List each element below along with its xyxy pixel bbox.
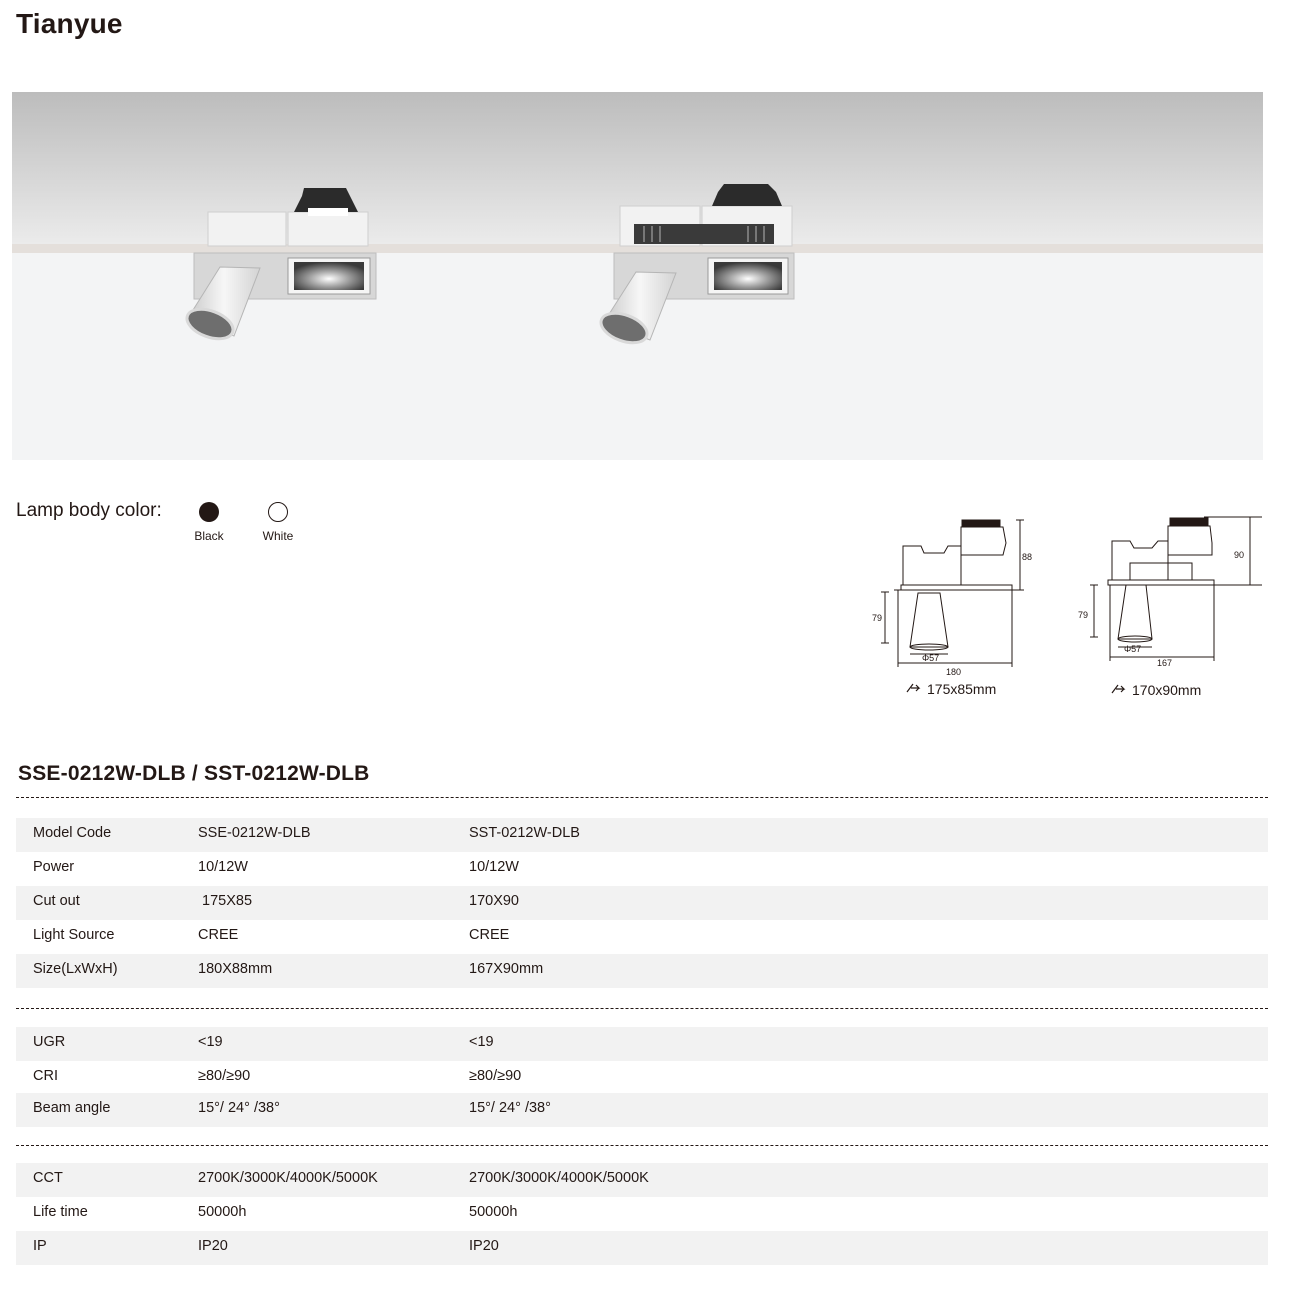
drawing-height-dim: 88 [1022, 552, 1033, 562]
spec-value-sse: 175X85 [198, 893, 253, 909]
spec-label: Power [33, 859, 75, 875]
brand-title: Tianyue [16, 8, 123, 39]
cutout-size-text: 175x85mm [927, 681, 997, 697]
spec-row-model-code [16, 818, 1268, 852]
spec-row-ip [16, 1231, 1268, 1265]
spec-value-sse: IP20 [198, 1238, 228, 1254]
divider [16, 1008, 1268, 1009]
technical-drawing-sse [866, 515, 1036, 685]
spec-value-sst: ≥80/≥90 [469, 1068, 522, 1084]
product-hero-image [12, 92, 1263, 460]
spec-value-sst: IP20 [469, 1238, 499, 1254]
spec-value-sst: <19 [469, 1034, 494, 1050]
drawing-width-dim: 180 [946, 667, 962, 677]
spec-label: Cut out [33, 893, 80, 909]
spec-row-cri [16, 1061, 1268, 1095]
spec-row-ugr [16, 1027, 1268, 1061]
drawing-width-dim: 167 [1157, 658, 1173, 668]
spec-value-sst: 10/12W [469, 859, 519, 875]
spec-label: CCT [33, 1170, 63, 1186]
spec-label: Light Source [33, 927, 115, 943]
divider [16, 1145, 1268, 1146]
spec-value-sst: 167X90mm [469, 961, 544, 977]
spec-label: Beam angle [33, 1100, 111, 1116]
spec-value-sst: 170X90 [469, 893, 519, 909]
cutout-icon [905, 681, 923, 697]
color-swatch-black [199, 502, 219, 522]
spec-value-sst: CREE [469, 927, 510, 943]
cutout-size-sse [905, 681, 996, 697]
spec-value-sse: ≥80/≥90 [198, 1068, 251, 1084]
spec-value-sst: 15°/ 24° /38° [469, 1100, 551, 1116]
spec-label: Life time [33, 1204, 88, 1220]
spec-row-life-time [16, 1197, 1268, 1231]
spec-value-sse: 50000h [198, 1204, 247, 1220]
technical-drawing-sst [1072, 515, 1272, 685]
spec-row-beam-angle [16, 1093, 1268, 1127]
section-title: SSE-0212W-DLB / SST-0212W-DLB [18, 762, 370, 785]
spec-value-sse: 180X88mm [198, 961, 273, 977]
spec-row-light-source [16, 920, 1268, 954]
spec-value-sse: <19 [198, 1034, 223, 1050]
spec-value-sst: 2700K/3000K/4000K/5000K [469, 1170, 649, 1186]
spec-value-sst: SST-0212W-DLB [469, 825, 580, 841]
color-name-white: White [262, 529, 294, 543]
spec-label: IP [33, 1238, 47, 1254]
cutout-size-sst [1110, 682, 1201, 698]
spec-value-sse: 2700K/3000K/4000K/5000K [198, 1170, 378, 1186]
spec-value-sse: 10/12W [198, 859, 248, 875]
spec-row-cut-out [16, 886, 1268, 920]
spec-label: Size(LxWxH) [33, 961, 118, 977]
spec-label: UGR [33, 1034, 66, 1050]
spec-label: CRI [33, 1068, 58, 1084]
divider [16, 797, 1268, 798]
drawing-diameter-dim: Φ57 [922, 653, 940, 663]
spec-row-cct [16, 1163, 1268, 1197]
spec-row-size [16, 954, 1268, 988]
drawing-height-dim: 90 [1234, 550, 1245, 560]
lamp-body-color-label: Lamp body color: [16, 500, 162, 521]
color-swatch-white [268, 502, 288, 522]
cutout-icon [1110, 682, 1128, 698]
spec-value-sse: CREE [198, 927, 239, 943]
spec-row-power [16, 852, 1268, 886]
color-name-black: Black [194, 529, 224, 543]
spec-value-sst: 50000h [469, 1204, 518, 1220]
spec-label: Model Code [33, 825, 112, 841]
drawing-depth-dim: 79 [1078, 610, 1089, 620]
cutout-size-text: 170x90mm [1132, 682, 1202, 698]
drawing-depth-dim: 79 [872, 613, 883, 623]
spec-value-sse: 15°/ 24° /38° [198, 1100, 280, 1116]
spec-value-sse: SSE-0212W-DLB [198, 825, 311, 841]
drawing-diameter-dim: Φ57 [1124, 644, 1142, 654]
